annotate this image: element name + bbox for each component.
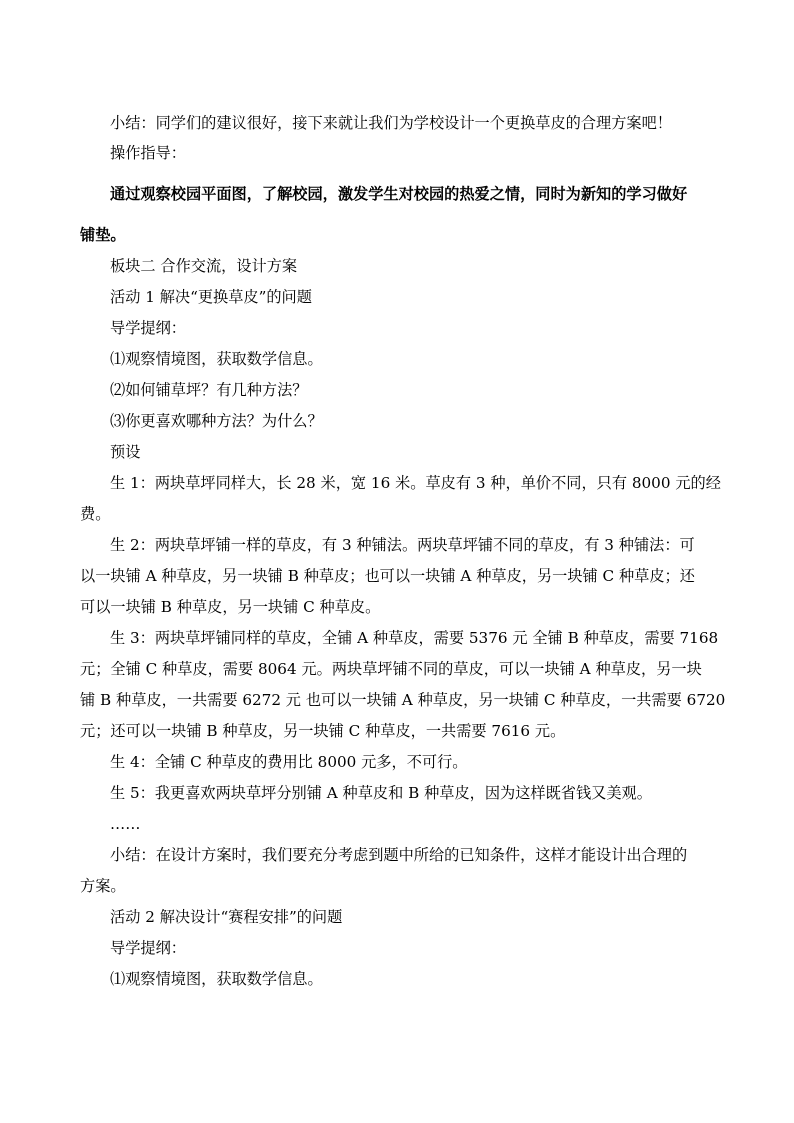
outline-item-1: ⑴观察情境图，获取数学信息。 bbox=[110, 350, 323, 368]
summary-2-cont: 方案。 bbox=[80, 877, 126, 895]
operation-guide-heading: 操作指导： bbox=[110, 144, 186, 162]
ellipsis: …… bbox=[110, 815, 141, 833]
student-3-answer-line-4: 元；还可以一块铺 B 种草皮，另一块铺 C 种草皮，一共需要 7616 元。 bbox=[80, 722, 566, 740]
outline-item-2: ⑵如何铺草坪？有几种方法？ bbox=[110, 381, 308, 399]
student-4-answer: 生 4：全铺 C 种草皮的费用比 8000 元多，不可行。 bbox=[110, 753, 468, 771]
student-1-answer: 生 1：两块草坪同样大，长 28 米，宽 16 米。草皮有 3 种，单价不同，只有 8000 元的经 bbox=[110, 474, 721, 492]
student-3-answer-line-3: 铺 B 种草皮，一共需要 6272 元 也可以一块铺 A 种草皮，另一块铺 C 种草皮，一共需要 6720 bbox=[80, 691, 726, 709]
operation-guide-text: 通过观察校园平面图，了解校园，激发学生对校园的热爱之情，同时为新知的学习做好 bbox=[110, 185, 688, 203]
document-page bbox=[80, 113, 726, 989]
section-2-heading: 板块二 合作交流，设计方案 bbox=[110, 257, 298, 275]
guide-outline-heading-2: 导学提纲： bbox=[110, 939, 186, 957]
preset-heading: 预设 bbox=[110, 443, 141, 461]
guide-outline-heading: 导学提纲： bbox=[110, 319, 186, 337]
student-3-answer-line-2: 元；全铺 C 种草皮，需要 8064 元。两块草坪铺不同的草皮，可以一块铺 A 种草皮，另一块 bbox=[80, 660, 702, 678]
outline-item-3: ⑶你更喜欢哪种方法？为什么？ bbox=[110, 412, 323, 430]
activity-1-heading: 活动 1 解决“更换草皮”的问题 bbox=[110, 288, 312, 306]
student-3-answer: 生 3：两块草坪铺同样的草皮，全铺 A 种草皮，需要 5376 元 全铺 B 种草皮，需要 7168 bbox=[110, 629, 719, 647]
student-2-answer: 生 2：两块草坪铺一样的草皮，有 3 种铺法。两块草坪铺不同的草皮，有 3 种铺法：可 bbox=[110, 536, 695, 554]
student-2-answer-line-3: 可以一块铺 B 种草皮，另一块铺 C 种草皮。 bbox=[80, 598, 381, 616]
operation-guide-text-cont: 铺垫。 bbox=[80, 226, 126, 244]
student-5-answer: 生 5：我更喜欢两块草坪分别铺 A 种草皮和 B 种草皮，因为这样既省钱又美观。 bbox=[110, 784, 652, 802]
summary-1: 小结：同学们的建议很好，接下来就让我们为学校设计一个更换草皮的合理方案吧！ bbox=[110, 114, 672, 132]
student-1-answer-cont: 费。 bbox=[80, 505, 111, 523]
summary-2: 小结：在设计方案时，我们要充分考虑到题中所给的已知条件，这样才能设计出合理的 bbox=[110, 846, 688, 864]
outline-item-1-activity-2: ⑴观察情境图，获取数学信息。 bbox=[110, 970, 323, 988]
activity-2-heading: 活动 2 解决设计“赛程安排”的问题 bbox=[110, 908, 343, 926]
student-2-answer-line-2: 以一块铺 A 种草皮，另一块铺 B 种草皮；也可以一块铺 A 种草皮，另一块铺 C 种草皮；还 bbox=[80, 567, 695, 585]
